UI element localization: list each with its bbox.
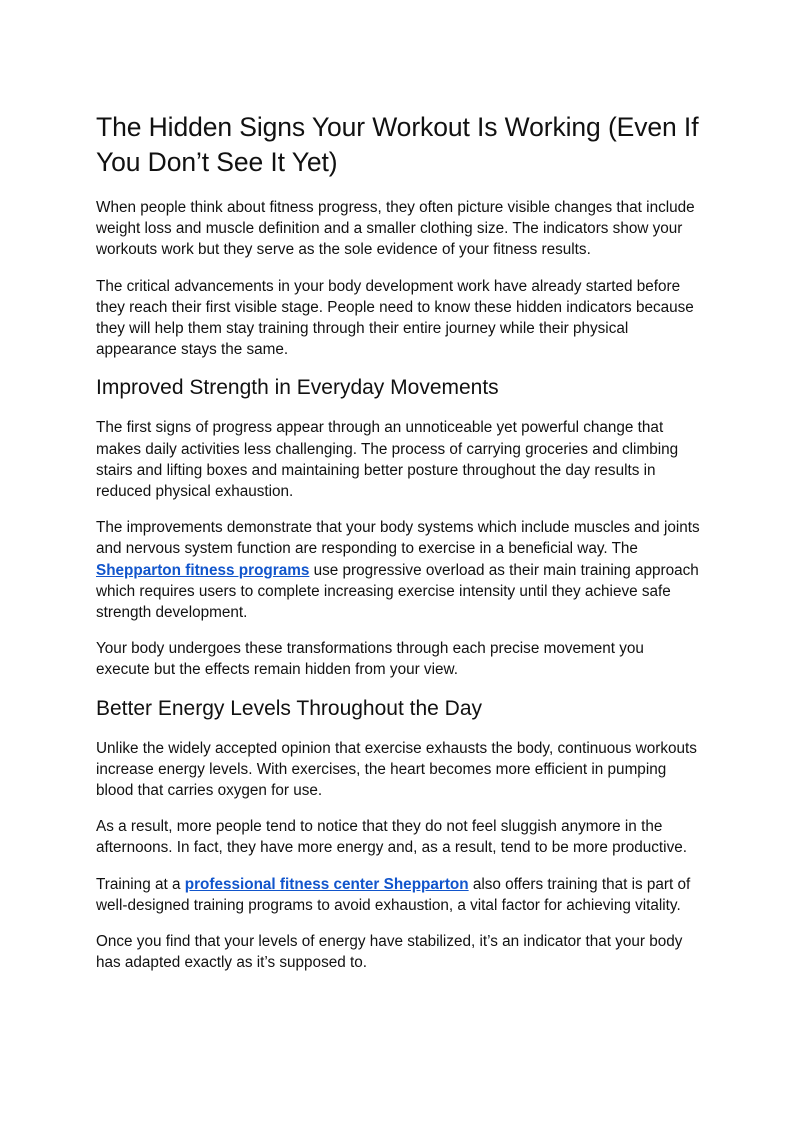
energy-paragraph-1: Unlike the widely accepted opinion that exercise exhausts the body, continuous workouts increase energy levels. With exercises, the heart becomes more efficient in pumping blood that carries oxygen for use. [96,739,697,800]
strength-paragraph-2 [96,517,700,623]
energy-paragraph-3 [96,874,700,916]
section-heading-energy: Better Energy Levels Throughout the Day [96,696,483,720]
energy-paragraph-3-text-after: also offers training that is part of well-designed training programs to avoid exhaustion, a vital factor for achieving vitality. [96,875,691,914]
energy-paragraph-3-text-before: Training at a [96,875,185,893]
page-title: The Hidden Signs Your Workout Is Working (Even If You Don’t See It Yet) [96,112,699,177]
document-page [96,110,700,988]
shepparton-fitness-programs-link[interactable]: Shepparton fitness programs [96,561,310,579]
intro-paragraph-1: When people think about fitness progress, they often picture visible changes that include weight loss and muscle definition and a smaller clothing size. The indicators show your workouts work but they serve as the sole evidence of your fitness results. [96,199,695,259]
energy-paragraph-2: As a result, more people tend to notice that they do not feel sluggish anymore in the afternoons. In fact, they have more energy and, as a result, tend to be more productive. [96,818,687,857]
strength-paragraph-2-text-after: use progressive overload as their main training approach which requires users to complete increasing exercise intensity until they achieve safe strength development. [96,561,699,622]
strength-paragraph-3: Your body undergoes these transformations through each precise movement you execute but the effects remain hidden from your view. [96,640,644,679]
intro-paragraph-2: The critical advancements in your body development work have already started before they reach their first visible stage. People need to know these hidden indicators because they will help them stay training through their entire journey while their physical appearance stays the same. [96,277,694,359]
strength-paragraph-1: The first signs of progress appear through an unnoticeable yet powerful change that makes daily activities less challenging. The process of carrying groceries and climbing stairs and lifting boxes and maintaining better posture throughout the day results in reduced physical exhaustion. [96,419,679,501]
energy-paragraph-4: Once you find that your levels of energy have stabilized, it’s an indicator that your body has adapted exactly as it’s supposed to. [96,933,683,972]
section-heading-strength: Improved Strength in Everyday Movements [96,376,499,400]
strength-paragraph-2-text-before: The improvements demonstrate that your body systems which include muscles and joints and nervous system function are responding to exercise in a beneficial way. The [96,519,700,558]
professional-fitness-center-link[interactable]: professional fitness center Shepparton [184,875,469,893]
